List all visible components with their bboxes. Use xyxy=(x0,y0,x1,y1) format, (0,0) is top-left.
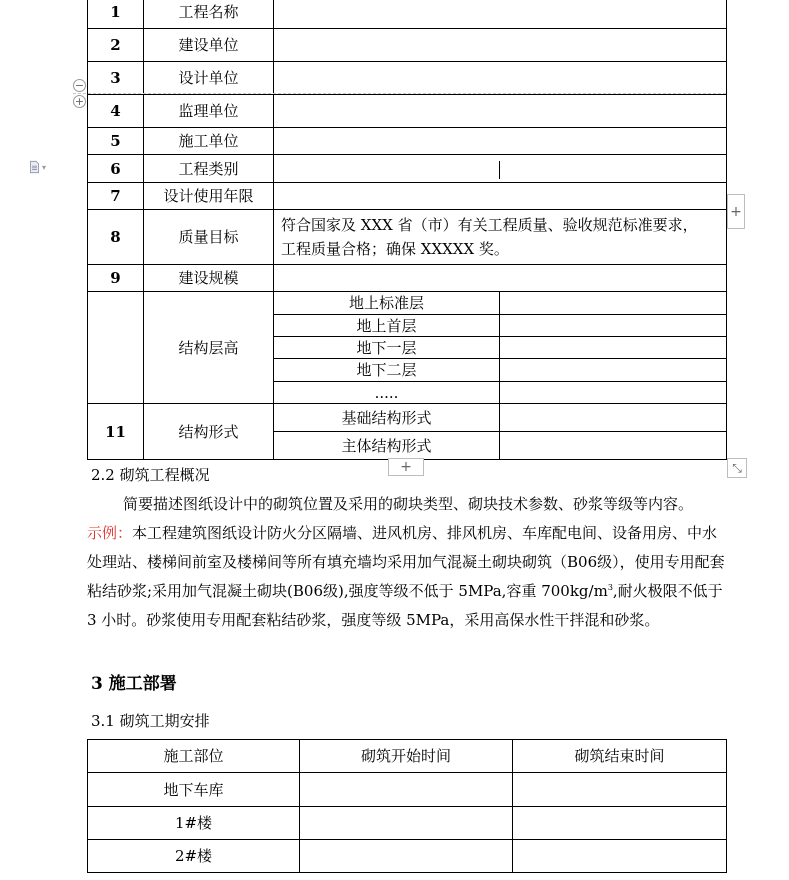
column-header: 施工部位 xyxy=(88,740,300,773)
row-number: 1 xyxy=(88,0,144,29)
sub-row-value[interactable] xyxy=(500,382,727,404)
table-cell[interactable]: 2#楼 xyxy=(88,840,300,873)
table-row xyxy=(88,29,727,62)
row-number: 2 xyxy=(88,29,144,62)
row-number: 5 xyxy=(88,128,144,155)
table-cell[interactable] xyxy=(300,807,513,840)
column-header: 砌筑开始时间 xyxy=(300,740,513,773)
sub-row-label: 地上首层 xyxy=(274,315,500,337)
table-cell[interactable] xyxy=(513,773,727,807)
row-label: 工程类别 xyxy=(144,155,274,183)
example-tail: ,耐火极限不低于 3 小时。砂浆使用专用配套粘结砂浆，强度等级 5MPa，采用高保水性干拌混和砂浆。 xyxy=(87,582,723,629)
section-heading-3-1: 3.1 砌筑工期安排 xyxy=(91,712,210,730)
row-value-cell[interactable] xyxy=(274,62,727,95)
quality-goal-text[interactable] xyxy=(274,210,727,265)
row-insert-guide xyxy=(73,93,726,94)
row-label: 监理单位 xyxy=(144,95,274,128)
table-row xyxy=(88,95,727,128)
row-value-cell[interactable] xyxy=(274,95,727,128)
sub-row-value[interactable] xyxy=(500,292,727,315)
example-paragraph xyxy=(87,519,727,635)
expand-icon[interactable]: + xyxy=(74,95,85,108)
project-info-table xyxy=(87,0,727,460)
quality-goal-line-2: 工程质量合格；确保 XXXXX 奖。 xyxy=(281,240,509,258)
sub-row-value[interactable] xyxy=(500,432,727,460)
row-label: 工程名称 xyxy=(144,0,274,29)
table-cell[interactable] xyxy=(513,840,727,873)
row-number: 3 xyxy=(88,62,144,95)
table-row xyxy=(88,292,727,315)
table-row xyxy=(88,210,727,265)
row-label: 设计单位 xyxy=(144,62,274,95)
collapse-icon[interactable]: − xyxy=(74,79,85,92)
table-row xyxy=(88,155,727,183)
sub-row-value[interactable] xyxy=(500,337,727,359)
table-row xyxy=(88,265,727,292)
row-number: 6 xyxy=(88,155,144,183)
section-heading-3: 3 施工部署 xyxy=(91,674,177,694)
row-value-cell[interactable] xyxy=(274,155,727,183)
row-number: 8 xyxy=(88,210,144,265)
row-label: 设计使用年限 xyxy=(144,183,274,210)
row-value-cell[interactable] xyxy=(274,29,727,62)
table-header-row xyxy=(88,740,727,773)
schedule-table xyxy=(87,739,727,873)
example-label: 示例： xyxy=(87,524,133,542)
row-value-cell[interactable] xyxy=(274,0,727,29)
quality-goal-line-1: 符合国家及 XXX 省（市）有关工程质量、验收规范标准要求， xyxy=(281,216,698,234)
table-cell[interactable] xyxy=(300,773,513,807)
table-row xyxy=(88,840,727,873)
sub-row-value[interactable] xyxy=(500,404,727,432)
row-number: 7 xyxy=(88,183,144,210)
row-number xyxy=(88,292,144,404)
table-cell[interactable] xyxy=(513,807,727,840)
column-header: 砌筑结束时间 xyxy=(513,740,727,773)
resize-icon[interactable]: ⤡ xyxy=(727,458,747,478)
superscript: 3 xyxy=(607,583,613,592)
add-column-icon[interactable]: + xyxy=(727,194,745,229)
structure-height-label: 结构层高 xyxy=(144,292,274,404)
row-number: 4 xyxy=(88,95,144,128)
sub-row-label: 地下一层 xyxy=(274,337,500,359)
sub-row-value[interactable] xyxy=(500,359,727,382)
table-row xyxy=(88,404,727,432)
sub-row-label: 地上标准层 xyxy=(274,292,500,315)
row-value-cell[interactable] xyxy=(274,183,727,210)
table-cell[interactable] xyxy=(300,840,513,873)
sub-row-label: 地下二层 xyxy=(274,359,500,382)
row-label: 质量目标 xyxy=(144,210,274,265)
document-icon[interactable]: ▾ xyxy=(28,158,46,176)
row-label: 建设单位 xyxy=(144,29,274,62)
table-row xyxy=(88,183,727,210)
table-cell[interactable]: 1#楼 xyxy=(88,807,300,840)
sub-row-label: 基础结构形式 xyxy=(274,404,500,432)
example-text: 本工程建筑图纸设计防火分区隔墙、进风机房、排风机房、车库配电间、设备用房、中水处理站、楼梯间前室及楼梯间等所有填充墙均采用加气混凝土砌块砌筑（B06级），使用专用配套粘结砂浆;采用加气混凝土砌块(B06级),强度等级不低于 5MPa,容重 700kg/m xyxy=(87,524,725,600)
row-label: 施工单位 xyxy=(144,128,274,155)
sub-row-value[interactable] xyxy=(500,315,727,337)
row-number: 11 xyxy=(88,404,144,460)
table-cell[interactable]: 地下车库 xyxy=(88,773,300,807)
text-cursor xyxy=(499,161,500,179)
sub-row-label: ..... xyxy=(274,382,500,404)
row-value-cell[interactable] xyxy=(274,128,727,155)
row-label: 建设规模 xyxy=(144,265,274,292)
table-row xyxy=(88,0,727,29)
table-row xyxy=(88,62,727,95)
intro-paragraph: 简要描述图纸设计中的砌筑位置及采用的砌块类型、砌块技术参数、砂浆等级等内容。 xyxy=(123,495,694,513)
sub-row-label: 主体结构形式 xyxy=(274,432,500,460)
table-row xyxy=(88,773,727,807)
table-row xyxy=(88,807,727,840)
row-number: 9 xyxy=(88,265,144,292)
add-row-icon[interactable]: + xyxy=(388,458,424,476)
structure-form-label: 结构形式 xyxy=(144,404,274,460)
row-value-cell[interactable] xyxy=(274,265,727,292)
table-row xyxy=(88,128,727,155)
section-heading-2-2: 2.2 砌筑工程概况 xyxy=(91,466,210,484)
